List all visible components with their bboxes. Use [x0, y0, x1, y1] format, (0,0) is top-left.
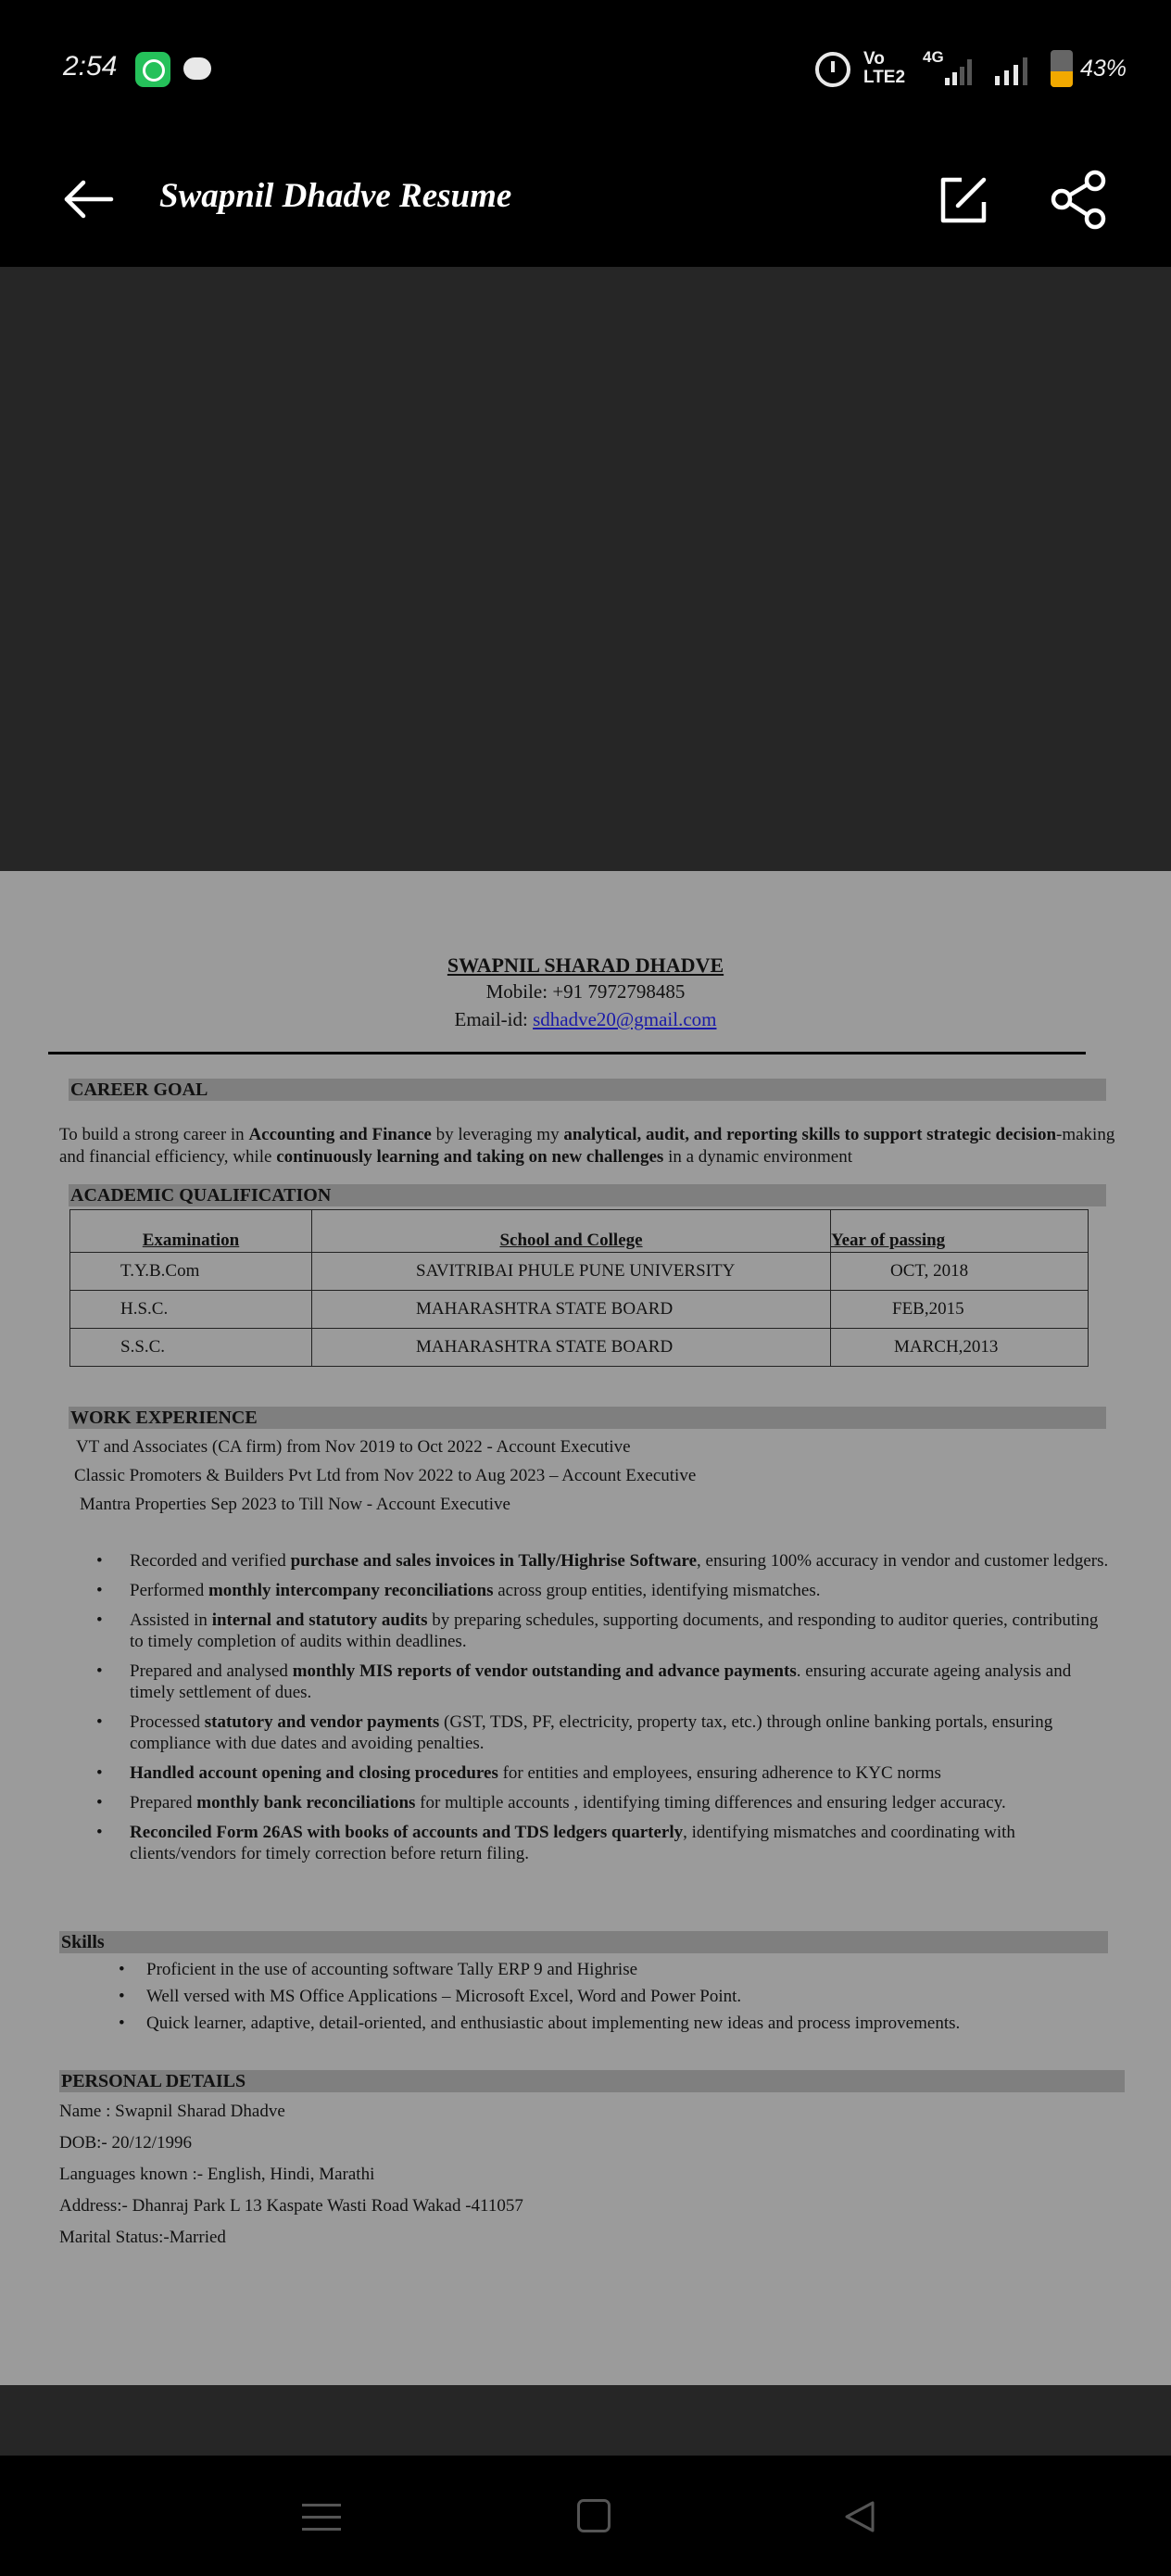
table-cell: MAHARASHTRA STATE BOARD — [312, 1329, 831, 1367]
work-line: VT and Associates (CA firm) from Nov 2019 to Oct 2022 - Account Executive — [76, 1437, 631, 1457]
career-goal-text: To build a strong career in Accounting and Finance by leveraging my analytical, audit, and reporting skills to support strategic decision-making and financial efficiency, while continuously learning and taking on new challenges in a dynamic environment — [59, 1125, 1115, 1167]
academic-table — [69, 1209, 1089, 1367]
resume-mobile: Mobile: +91 7972798485 — [485, 980, 686, 1003]
table-row — [70, 1291, 1089, 1329]
resume-name: SWAPNIL SHARAD DHADVE — [447, 953, 724, 977]
table-header: Examination — [70, 1210, 312, 1253]
table-cell: S.S.C. — [70, 1329, 312, 1367]
list-item: • Performed monthly intercompany reconciliations across group entities, identifying mismatches. — [87, 1580, 1115, 1601]
list-item: • Prepared monthly bank reconciliations for multiple accounts , identifying timing differences and ensuring ledger accuracy. — [87, 1792, 1115, 1813]
menu-icon[interactable] — [302, 2500, 341, 2533]
list-item: • Reconciled Form 26AS with books of accounts and TDS ledgers quarterly, identifying mismatches and coordinating with clients/vendors for timely correction before return filing. — [87, 1822, 1115, 1864]
list-item: • Recorded and verified purchase and sales invoices in Tally/Highrise Software, ensuring 100% accuracy in vendor and customer ledgers. — [87, 1550, 1115, 1572]
document-viewer[interactable] — [0, 267, 1171, 2456]
volte-label: Vo — [863, 49, 885, 69]
status-time: 2:54 — [63, 51, 118, 82]
volte-indicator — [863, 50, 905, 87]
edit-button[interactable] — [930, 167, 995, 232]
table-cell: OCT, 2018 — [831, 1253, 1089, 1291]
table-cell: FEB,2015 — [831, 1291, 1089, 1329]
back-button[interactable] — [56, 167, 120, 232]
work-line: Mantra Properties Sep 2023 to Till Now - Account Executive — [80, 1495, 510, 1514]
app-bar — [0, 139, 1171, 267]
personal-dob: DOB:- 20/12/1996 — [59, 2133, 193, 2153]
whatsapp-icon — [135, 52, 170, 87]
personal-name: Name : Swapnil Sharad Dhadve — [59, 2102, 285, 2121]
work-line: Classic Promoters & Builders Pvt Ltd from Nov 2022 to Aug 2023 – Account Executive — [74, 1466, 697, 1485]
list-item: • Processed statutory and vendor payments (GST, TDS, PF, electricity, property tax, etc.) through online banking portals, ensuring compliance with due dates and avoiding penalties. — [87, 1711, 1115, 1754]
header-divider — [48, 1052, 1086, 1054]
table-header: Year of passing — [831, 1210, 1089, 1253]
edit-icon — [930, 167, 995, 232]
email-label: Email-id: — [454, 1008, 534, 1030]
network-type: 4G — [923, 48, 944, 66]
navigation-bar — [0, 2456, 1171, 2576]
back-arrow-icon — [56, 167, 120, 232]
personal-languages: Languages known :- English, Hindi, Marathi — [59, 2165, 375, 2184]
personal-heading: PERSONAL DETAILS — [59, 2070, 1125, 2092]
message-icon — [183, 57, 211, 80]
document-title: Swapnil Dhadve Resume — [159, 177, 512, 215]
list-item: • Assisted in internal and statutory audits by preparing schedules, supporting documents, and responding to auditor queries, contributing to timely completion of audits within deadlines. — [87, 1610, 1115, 1652]
back-icon[interactable] — [841, 2498, 878, 2535]
academic-heading: ACADEMIC QUALIFICATION — [69, 1184, 1106, 1206]
table-cell: H.S.C. — [70, 1291, 312, 1329]
battery-percent: 43% — [1080, 56, 1127, 82]
personal-marital-status: Marital Status:-Married — [59, 2228, 226, 2247]
skills-heading: Skills — [59, 1931, 1108, 1953]
table-row — [70, 1253, 1089, 1291]
share-icon — [1047, 167, 1112, 232]
list-item: • Prepared and analysed monthly MIS reports of vendor outstanding and advance payments. ensuring accurate ageing analysis and timely settlement of dues. — [87, 1661, 1115, 1703]
share-button[interactable] — [1047, 167, 1112, 232]
list-item: • Quick learner, adaptive, detail-oriented, and enthusiastic about implementing new ideas and process improvements. — [113, 2013, 1114, 2035]
work-heading: WORK EXPERIENCE — [69, 1407, 1106, 1429]
home-icon[interactable] — [577, 2499, 611, 2532]
list-item: • Proficient in the use of accounting software Tally ERP 9 and Highrise — [113, 1959, 1114, 1981]
table-cell: T.Y.B.Com — [70, 1253, 312, 1291]
lte-label: LTE2 — [863, 68, 906, 87]
resume-email-line — [0, 1008, 1171, 1030]
table-cell: MARCH,2013 — [831, 1329, 1089, 1367]
table-header: School and College — [312, 1210, 831, 1253]
table-row — [70, 1329, 1089, 1367]
work-bullets — [87, 1550, 1115, 1873]
table-header-row — [70, 1210, 1089, 1253]
battery-icon — [1051, 50, 1073, 87]
status-bar — [0, 0, 1171, 139]
battery-fill — [1051, 71, 1073, 87]
table-cell: MAHARASHTRA STATE BOARD — [312, 1291, 831, 1329]
list-item: • Handled account opening and closing procedures for entities and employees, ensuring adherence to KYC norms — [87, 1762, 1115, 1784]
skills-list — [113, 1959, 1114, 2039]
resume-page[interactable] — [0, 871, 1171, 2385]
list-item: • Well versed with MS Office Applications – Microsoft Excel, Word and Power Point. — [113, 1986, 1114, 2008]
alarm-icon — [815, 52, 850, 87]
email-link[interactable]: sdhadve20@gmail.com — [533, 1008, 717, 1030]
personal-address: Address:- Dhanraj Park L 13 Kaspate Wasti Road Wakad -411057 — [59, 2196, 523, 2216]
table-cell: SAVITRIBAI PHULE PUNE UNIVERSITY — [312, 1253, 831, 1291]
career-goal-heading: CAREER GOAL — [69, 1079, 1106, 1101]
